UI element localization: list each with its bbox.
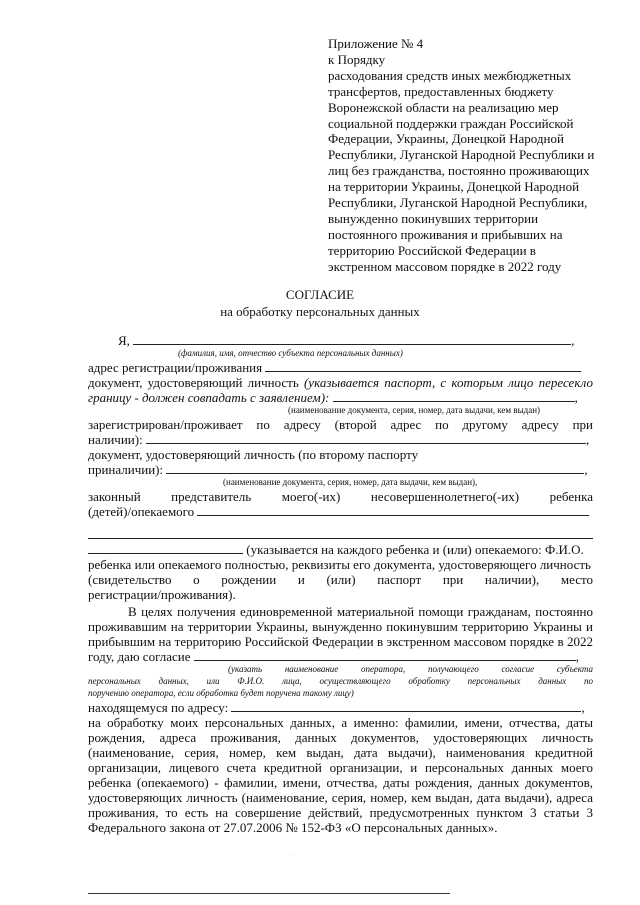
- doc-caption: (наименование документа, серия, номер, дата выдачи, кем выдан): [288, 405, 541, 415]
- operator-caption: (указать наименование оператора, получающего согласие субъекта: [228, 664, 593, 674]
- purpose-line-4: году, даю согласие ,: [88, 649, 579, 664]
- consent-line: организации, лицевого счета кредитной организации, и персональных данных моего: [88, 760, 593, 775]
- doc2-caption: (наименование документа, серия, номер, дата выдачи, кем выдан),: [223, 477, 478, 487]
- child-hint-line: (указывается на каждого ребенка и (или) опекаемого: Ф.И.О.: [88, 542, 593, 557]
- child-hint-line-2: ребенка или опекаемого полностью, реквизиты его документа, удостоверяющего личность: [88, 557, 591, 572]
- fio-caption: (фамилия, имя, отчество субъекта персональных данных): [178, 348, 403, 358]
- appendix-line: социальной поддержки граждан Российской: [328, 115, 574, 131]
- appendix-line: Республики, Луганской Народной Республики,: [328, 195, 588, 211]
- address-field[interactable]: [265, 360, 581, 372]
- consent-line: проживания, то есть на совершение действий, предусмотренных пунктом 3 статьи 3: [88, 805, 593, 820]
- consent-line: (наименование, серия, номер, кем выдан, дата выдачи), наименования кредитной: [88, 745, 593, 760]
- appendix-line: Приложение № 4: [328, 36, 424, 51]
- doc2-line-2: приналичии): ,: [88, 462, 588, 477]
- operator-caption-2: персональных данных, или Ф.И.О. лица, осуществляющего обработку персональных данных по: [88, 676, 593, 686]
- representative-line-2: (детей)/опекаемого: [88, 504, 593, 519]
- consent-line: рождения, адреса проживания, данных документов, удостоверяющих личность: [88, 730, 593, 745]
- representative-line: законный представитель моего(-их) несовершеннолетнего(-их) ребенка: [88, 489, 593, 504]
- address-line: адрес регистрации/проживания: [88, 360, 593, 375]
- doc-line: документ, удостоверяющий личность (указывается паспорт, с которым лицо пересекло: [88, 375, 593, 390]
- operator-caption-3: поручению оператора, если обработка будет поручена такому лицу): [88, 688, 354, 698]
- appendix-line: вынужденно покинувших территории: [328, 210, 539, 226]
- child-field-2[interactable]: [88, 527, 593, 539]
- consent-line: ребенка (опекаемого) - фамилии, имени, отчества, даты рождения, данных документов,: [88, 775, 593, 790]
- appendix-line: расходования средств иных межбюджетных: [328, 67, 572, 83]
- document-subtitle: на обработку персональных данных: [220, 304, 420, 319]
- appendix-line: на территории Украины, Донецкой Народной: [328, 179, 580, 195]
- child-blank-line: [88, 527, 593, 542]
- second-document-field[interactable]: [166, 462, 584, 474]
- operator-address-field[interactable]: [231, 700, 581, 712]
- appendix-line: постоянного проживания и прибывших на: [328, 226, 563, 242]
- consent-form-body: [88, 333, 593, 835]
- consent-line: Федерального закона от 27.07.2006 № 152-ФЗ «О персональных данных».: [88, 820, 498, 835]
- appendix-line: территорию Российской Федерации в: [328, 242, 536, 258]
- consent-line: удостоверяющих личность (наименование, серия, номер, кем выдан, дата выдачи), адреса: [88, 790, 593, 805]
- reg-line: зарегистрирован/проживает по адресу (второй адрес по другому адресу при: [88, 417, 593, 432]
- child-hint-line-3: (свидетельство о рождении и (или) паспорт при наличии), место: [88, 572, 593, 587]
- second-address-field[interactable]: [146, 432, 586, 444]
- appendix-line: трансфертов, предоставленных бюджету: [328, 83, 554, 99]
- operator-field[interactable]: [194, 649, 576, 661]
- appendix-line: лиц без гражданства, постоянно проживающих: [328, 163, 590, 179]
- reg-line-2: наличии): ,: [88, 432, 590, 447]
- appendix-line: Федерации, Украины, Донецкой Народной: [328, 131, 564, 147]
- doc2-line: документ, удостоверяющий личность (по второму паспорту: [88, 447, 419, 462]
- appendix-line: к Порядку: [328, 51, 386, 67]
- located-line: находящемуся по адресу: ,: [88, 700, 585, 715]
- appendix-line: Республики, Луганской Народной Республики и: [328, 147, 595, 163]
- child-hint-line-4: регистрации/проживания).: [88, 587, 236, 602]
- purpose-line-2: проживавшим на территории Украины, вынужденно покинувшим территорию Украины и: [88, 619, 593, 634]
- child-field[interactable]: [197, 504, 589, 516]
- footer-divider: [88, 893, 450, 894]
- fio-line: Я, ,: [118, 333, 575, 348]
- appendix-header: [328, 36, 608, 275]
- consent-line: на обработку моих персональных данных, а именно: фамилии, имени, отчества, даты: [88, 715, 593, 730]
- child-field-3[interactable]: [88, 542, 243, 554]
- document-title: СОГЛАСИЕ: [285, 287, 355, 302]
- purpose-line: В целях получения единовременной материальной помощи гражданам, постоянно: [128, 604, 593, 619]
- fio-field[interactable]: [133, 333, 571, 345]
- scan-speck: ·: [292, 853, 294, 859]
- doc-line-2: границу - должен совпадать с заявлением): ,: [88, 390, 578, 405]
- purpose-line-3: прибывшим на территорию Российской Федерации в экстренном массовом порядке в 2022: [88, 634, 593, 649]
- appendix-line: Воронежской области на реализацию мер: [328, 99, 559, 115]
- appendix-line: экстренном массовом порядке в 2022 году: [328, 258, 562, 274]
- document-field[interactable]: [333, 390, 575, 402]
